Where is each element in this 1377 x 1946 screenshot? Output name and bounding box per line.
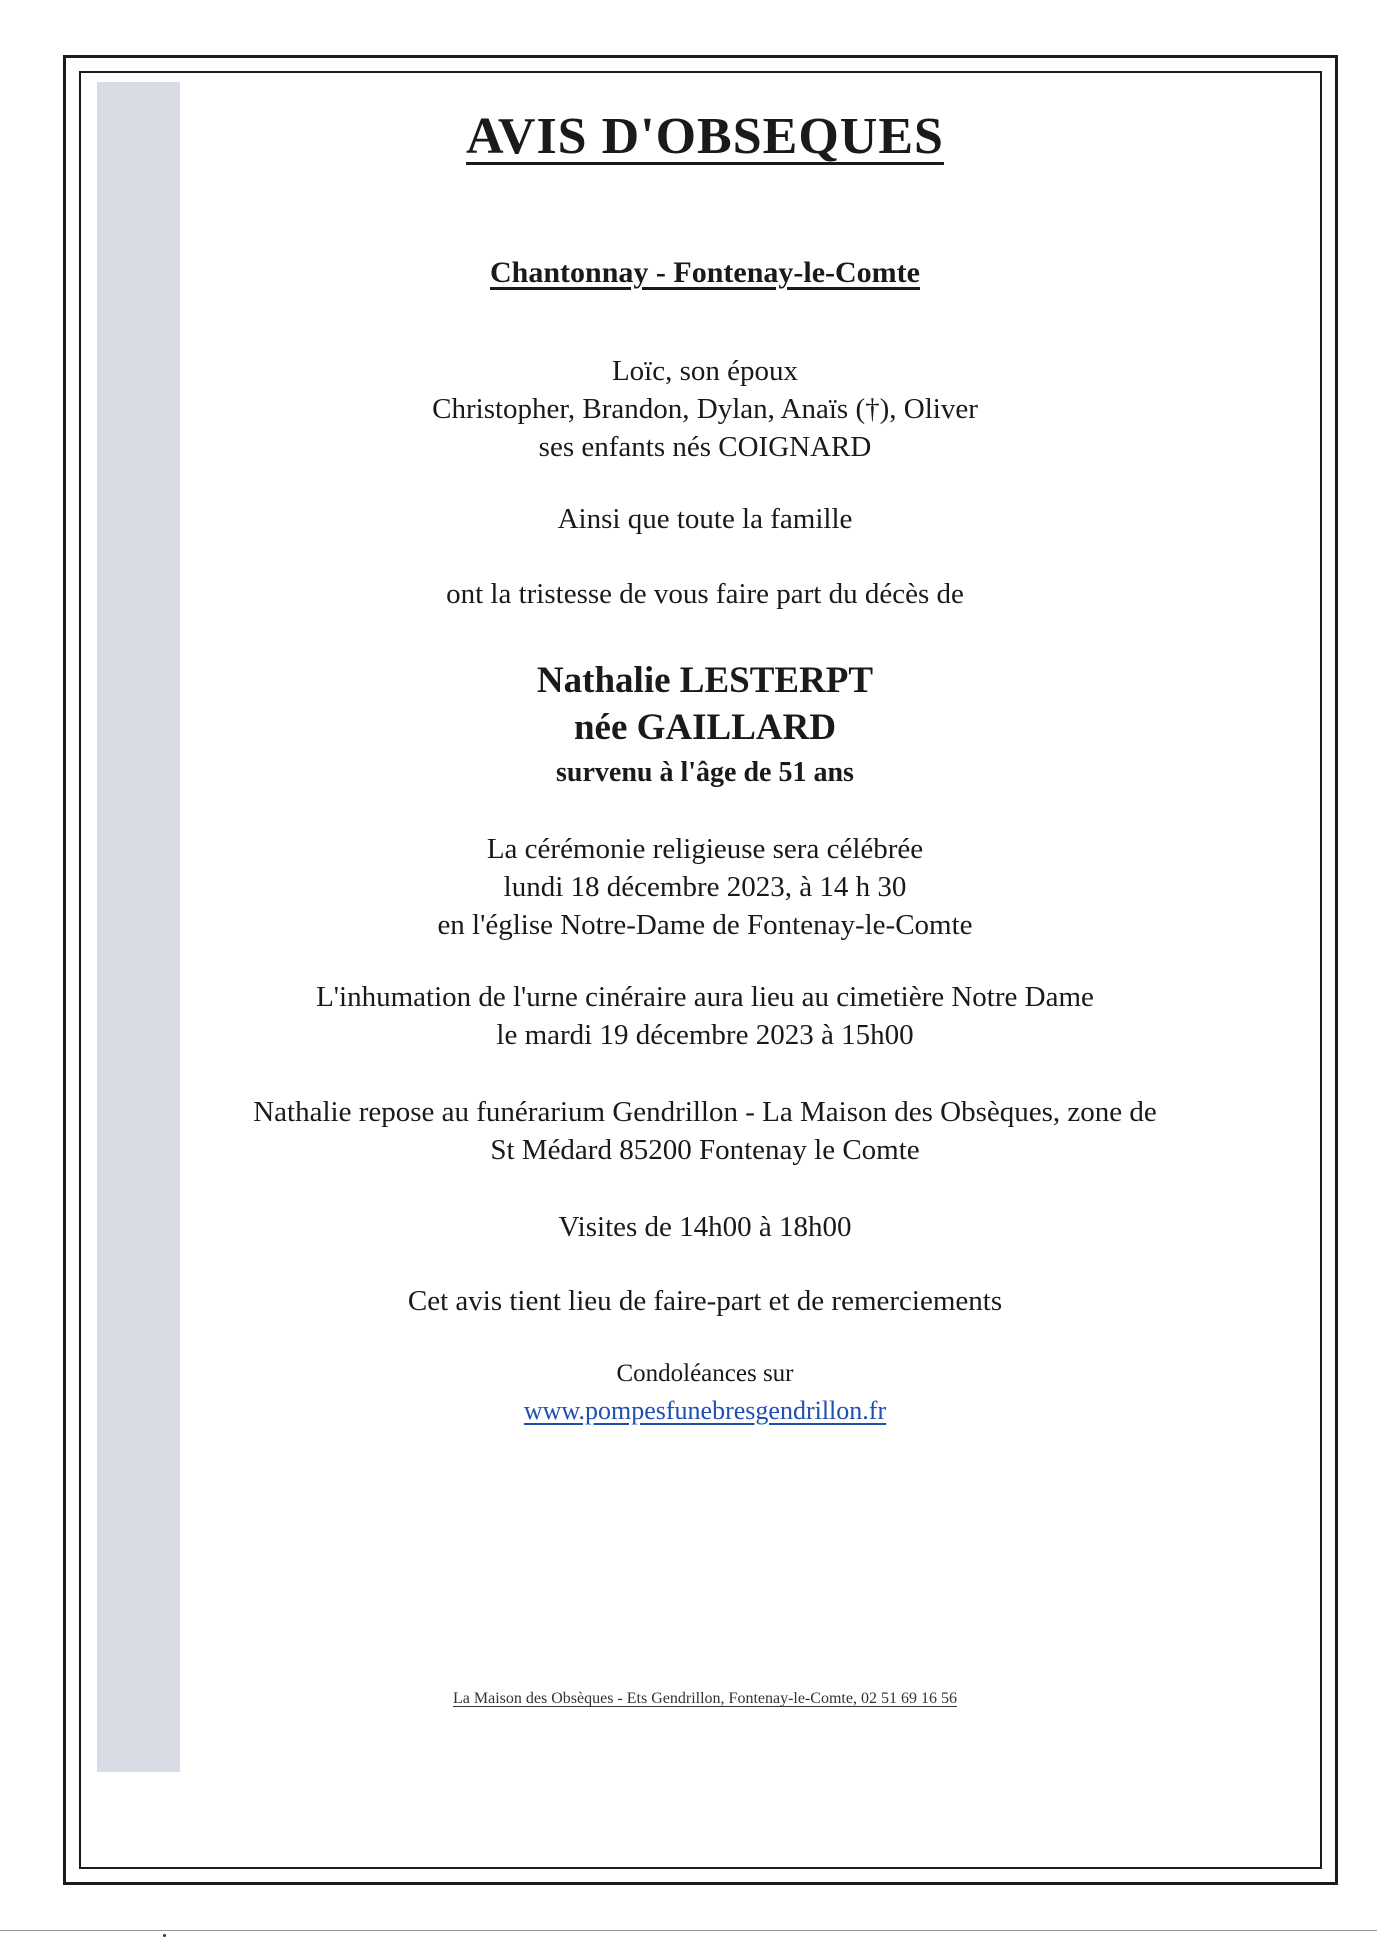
condolences-link[interactable]: www.pompesfunebresgendrillon.fr	[523, 1396, 887, 1425]
footer-contact: La Maison des Obsèques - Ets Gendrillon, Fontenay-le-Comte, 02 51 69 16 56	[453, 1690, 957, 1707]
notice-statement: Cet avis tient lieu de faire-part et de remerciements	[407, 1285, 1003, 1317]
bottom-rule	[0, 1930, 1377, 1931]
family-children: Christopher, Brandon, Dylan, Anaïs (†), Oliver	[432, 393, 978, 425]
funerarium-line-2: St Médard 85200 Fontenay le Comte	[490, 1134, 920, 1166]
location-heading-text: Chantonnay - Fontenay-le-Comte	[490, 256, 920, 289]
visiting-hours: Visites de 14h00 à 18h00	[558, 1211, 852, 1243]
family-children-surname: ses enfants nés COIGNARD	[538, 431, 872, 463]
location-heading	[180, 256, 1230, 290]
deceased-name: Nathalie LESTERPT	[536, 660, 874, 701]
burial-line-1: L'inhumation de l'urne cinéraire aura lieu au cimetière Notre Dame	[316, 981, 1094, 1013]
family-spouse: Loïc, son époux	[611, 355, 799, 387]
announcement-line: ont la tristesse de vous faire part du décès de	[446, 578, 964, 610]
ceremony-line-1: La cérémonie religieuse sera célébrée	[486, 833, 924, 865]
ceremony-location: en l'église Notre-Dame de Fontenay-le-Comte	[437, 909, 973, 941]
scan-dot	[163, 1934, 166, 1937]
deceased-age: survenu à l'âge de 51 ans	[556, 757, 854, 788]
condolences-label: Condoléances sur	[616, 1360, 794, 1387]
burial-date: le mardi 19 décembre 2023 à 15h00	[496, 1019, 914, 1051]
notice-title	[180, 107, 1230, 166]
family-extended: Ainsi que toute la famille	[557, 503, 853, 535]
ceremony-date: lundi 18 décembre 2023, à 14 h 30	[503, 871, 907, 903]
deceased-maiden-name: née GAILLARD	[573, 707, 837, 748]
notice-title-text: AVIS D'OBSEQUES	[466, 108, 944, 165]
funerarium-line-1: Nathalie repose au funérarium Gendrillon - La Maison des Obsèques, zone de	[253, 1096, 1157, 1128]
condolences-link-row	[180, 1392, 1230, 1430]
inner-border	[79, 71, 1322, 1869]
